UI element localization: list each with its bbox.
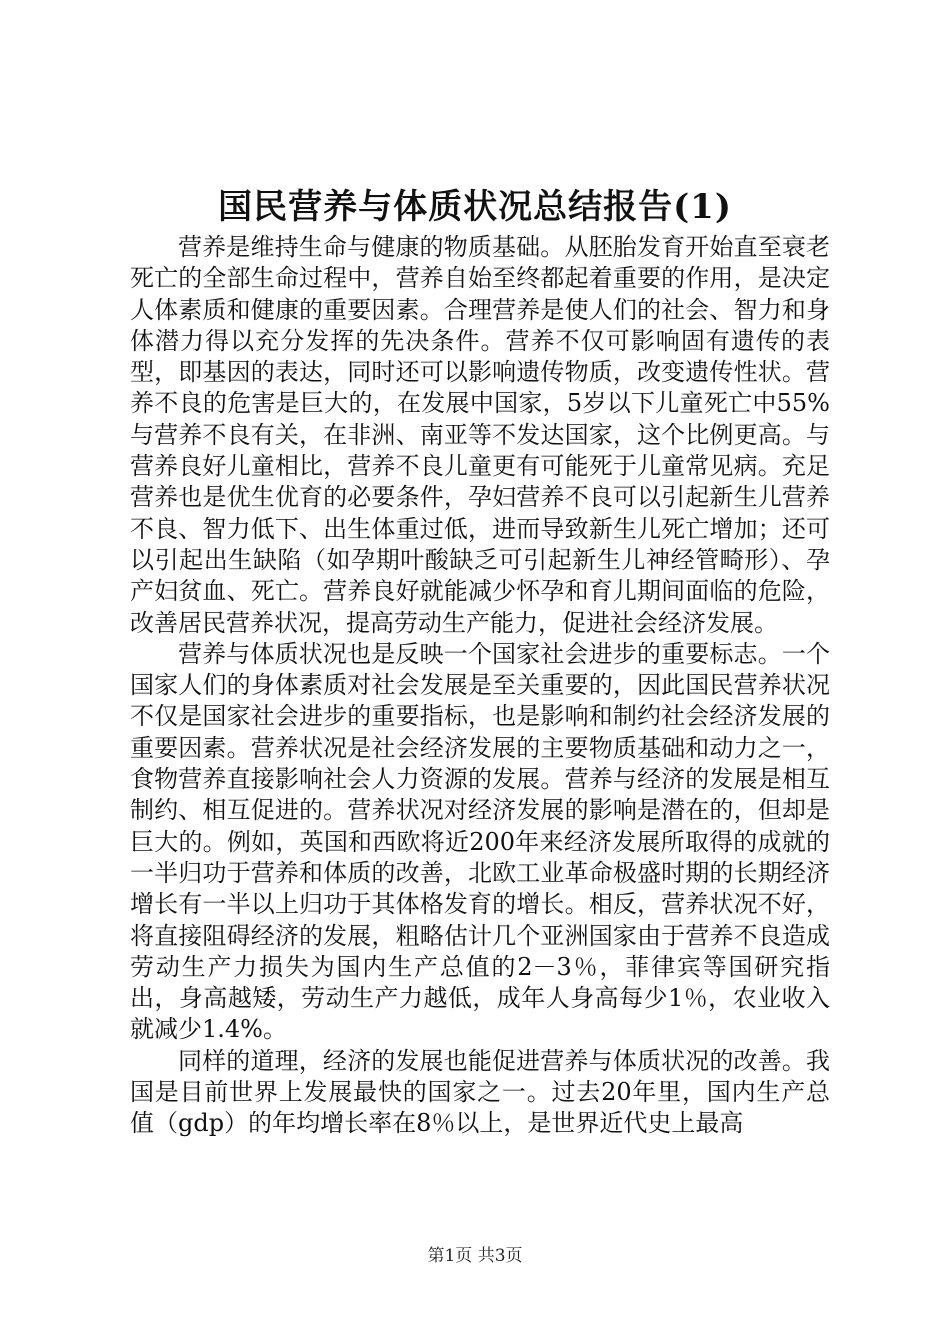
paragraph-2: 营养与体质状况也是反映一个国家社会进步的重要标志。一个国家人们的身体素质对社会发展是至关重要的，因此国民营养状况不仅是国家社会进步的重要指标，也是影响和制约社会经济发展的重要因素。营养状况是社会经济发展的主要物质基础和动力之一，食物营养直接影响社会人力资源的发展。营养与经济的发展是相互制约、相互促进的。营养状况对经济发展的影响是潜在的，但却是巨大的。例如，英国和西欧将近200年来经济发展所取得的成就的一半归功于营养和体质的改善，北欧工业革命极盛时期的长期经济增长有一半以上归功于其体格发育的增长。相反，营养状况不好，将直接阻碍经济的发展，粗略估计几个亚洲国家由于营养不良造成劳动生产力损失为国内生产总值的2－3％，菲律宾等国研究指出，身高越矮，劳动生产力越低，成年人身高每少1％，农业收入就减少1.4%。 — [130, 639, 830, 1044]
paragraph-3: 同样的道理，经济的发展也能促进营养与体质状况的改善。我国是目前世界上发展最快的国家之一。过去20年里，国内生产总值（gdp）的年均增长率在8％以上，是世界近代史上最高 — [130, 1046, 830, 1138]
page-number-footer: 第1页 共3页 — [427, 1246, 523, 1266]
document-body — [130, 232, 830, 1140]
paragraph-1: 营养是维持生命与健康的物质基础。从胚胎发育开始直至衰老死亡的全部生命过程中，营养自始至终都起着重要的作用，是决定人体素质和健康的重要因素。合理营养是使人们的社会、智力和身体潜力得以充分发挥的先决条件。营养不仅可影响固有遗传的表型，即基因的表达，同时还可以影响遗传物质，改变遗传性状。营养不良的危害是巨大的，在发展中国家，5岁以下儿童死亡中55%与营养不良有关，在非洲、南亚等不发达国家，这个比例更高。与营养良好儿童相比，营养不良儿童更有可能死于儿童常见病。充足营养也是优生优育的必要条件，孕妇营养不良可以引起新生儿营养不良、智力低下、出生体重过低，进而导致新生儿死亡增加；还可以引起出生缺陷（如孕期叶酸缺乏可引起新生儿神经管畸形）、孕产妇贫血、死亡。营养良好就能减少怀孕和育儿期间面临的危险，改善居民营养状况，提高劳动生产能力，促进社会经济发展。 — [130, 233, 830, 637]
document-title: 国民营养与体质状况总结报告(1) — [218, 187, 732, 227]
